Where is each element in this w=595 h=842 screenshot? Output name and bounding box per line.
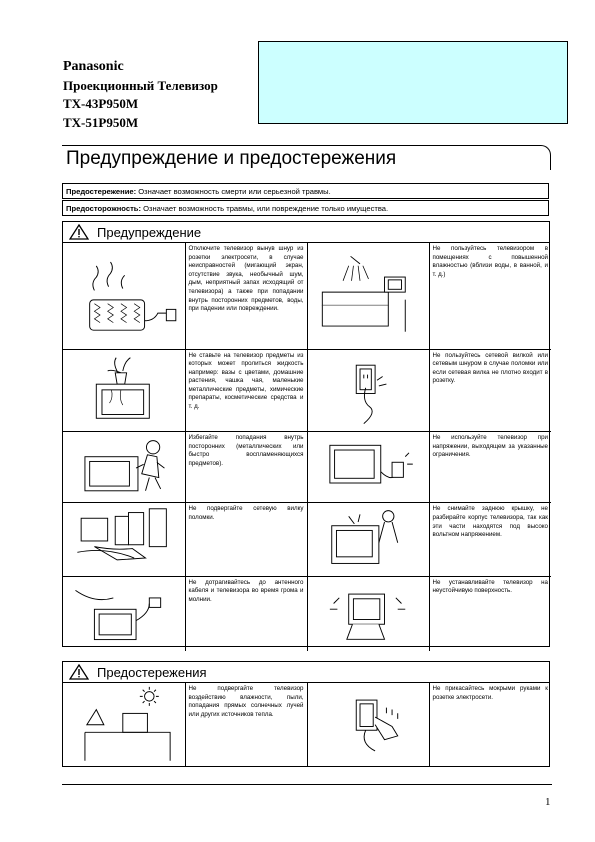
warning-5-text-cell — [185, 432, 307, 503]
page-title: Предупреждение и предостережения — [66, 148, 397, 169]
sun-tv-icon — [66, 685, 182, 765]
definition-caution-text: Означает возможность смерти или серьезной травмы. — [136, 187, 331, 196]
warning-heading — [63, 222, 549, 243]
caution-2-text: Не прикасайтесь мокрыми руками к розетке электросети. — [432, 685, 548, 701]
definition-care-text: Означает возможность травмы, или повреждение только имущества. — [140, 204, 389, 213]
caution-grid — [63, 683, 551, 767]
definition-caution — [62, 183, 549, 199]
warning-4-text: Не пользуйтесь сетевой вилкой или сетевым шнуром в случае поломки или если сетевая вилка не плотно входит в розетку. — [432, 351, 548, 385]
warning-8-text: Не снимайте заднюю крышку, не разбирайте корпус телевизора, так как эти части находятся под высоко вольтном напряжением. — [432, 505, 548, 539]
warning-7-text-cell — [185, 503, 307, 576]
definition-caution-term: Предостережение: — [66, 187, 137, 196]
warning-8-illustration — [307, 503, 429, 576]
footer-rule — [62, 784, 552, 785]
warning-3-text: Не ставьте на телевизор предметы из которых может пролиться жидкость например: вазы с цветами, домашние растения, чашка чая, маленькие металлические предметы, химические препараты, косметические средства и т. д. — [188, 351, 304, 411]
warning-6-illustration — [307, 432, 429, 503]
warning-1-illustration — [63, 243, 185, 349]
warning-8-text-cell — [429, 503, 551, 576]
caution-heading — [63, 662, 549, 683]
warning-7-text: Не подвергайте сетевую вилку поломки. — [188, 505, 304, 521]
vase-on-tv-icon — [66, 352, 182, 430]
child-with-tv-icon — [66, 434, 182, 500]
warning-4-text-cell — [429, 349, 551, 432]
caution-1-text: Не подвергайте телевизор воздействию влажности, пыли, попадания прямых солнечных лучей или других источников тепла. — [188, 685, 304, 718]
tv-voltage-icon — [311, 434, 426, 500]
warning-triangle-icon — [69, 224, 89, 240]
page-number: 1 — [545, 796, 551, 808]
model-2: TX-51P950M — [63, 114, 139, 130]
warning-2-text: Не пользуйтесь телевизором в помещениях с повышенной влажностью (вблизи воды, в ванной, и т. д.) — [432, 245, 548, 278]
warning-9-illustration — [63, 576, 185, 651]
warning-2-illustration — [307, 243, 429, 349]
warning-2-text-cell — [429, 243, 551, 349]
caution-2-text-cell — [429, 683, 551, 767]
model-1: TX-43P950M — [63, 96, 139, 111]
outlet-plug-icon — [311, 352, 426, 429]
header-block — [63, 58, 218, 132]
caution-triangle-icon — [69, 664, 89, 680]
warning-7-illustration — [63, 503, 185, 576]
warning-6-text-cell — [429, 432, 551, 503]
warning-heading-label: Предупреждение — [97, 224, 202, 240]
warning-5-illustration — [63, 432, 185, 503]
highlight-box — [258, 41, 568, 124]
caution-heading-label: Предостережения — [97, 664, 207, 680]
definition-care — [62, 200, 549, 216]
warning-1-text-cell — [185, 243, 307, 349]
warning-1-text: Отключите телевизор вынув шнур из розетки электросети, в случае неисправностей (мигающий экран, отсутствие звука, необычный шум, дым, неприятный запах исходящий от телевизора) а также при попадании внутрь посторонних предметов, воды, при падении или повреждении. — [188, 245, 304, 313]
warning-grid — [63, 243, 551, 651]
warning-9-text-cell — [185, 576, 307, 651]
wet-hands-outlet-icon — [311, 685, 426, 764]
warning-3-text-cell — [185, 349, 307, 432]
bathroom-tv-icon — [311, 245, 426, 345]
definition-care-term: Предосторожность: — [66, 204, 141, 213]
lightning-antenna-icon — [66, 579, 182, 649]
smoking-tv-icon — [66, 245, 182, 345]
product-name: Проекционный Телевизор — [63, 77, 218, 93]
warning-3-illustration — [63, 349, 185, 432]
tv-back-cover-icon — [311, 505, 426, 573]
warning-10-text-cell — [429, 576, 551, 651]
unstable-tv-icon — [311, 579, 426, 649]
caution-2-illustration — [307, 683, 429, 767]
caution-1-illustration — [63, 683, 185, 767]
brand-name: Panasonic — [63, 59, 124, 74]
caution-1-text-cell — [185, 683, 307, 767]
warning-10-illustration — [307, 576, 429, 651]
warning-6-text: Не используйте телевизор при напряжении, выходящем за указанные ограничения. — [432, 434, 548, 459]
warning-9-text: Не дотрагивайтесь до антенного кабеля и телевизора во время грома и молнии. — [188, 578, 304, 603]
warning-10-text: Не устанавливайте телевизор на неустойчивую поверхность. — [432, 578, 548, 595]
warning-5-text: Избегайте попадания внутрь посторонних (металлических или быстро воспламеняющихся предметов). — [188, 434, 304, 467]
warning-section — [62, 221, 550, 647]
cable-damage-icon — [66, 505, 182, 573]
caution-section — [62, 661, 550, 767]
warning-4-illustration — [307, 349, 429, 432]
